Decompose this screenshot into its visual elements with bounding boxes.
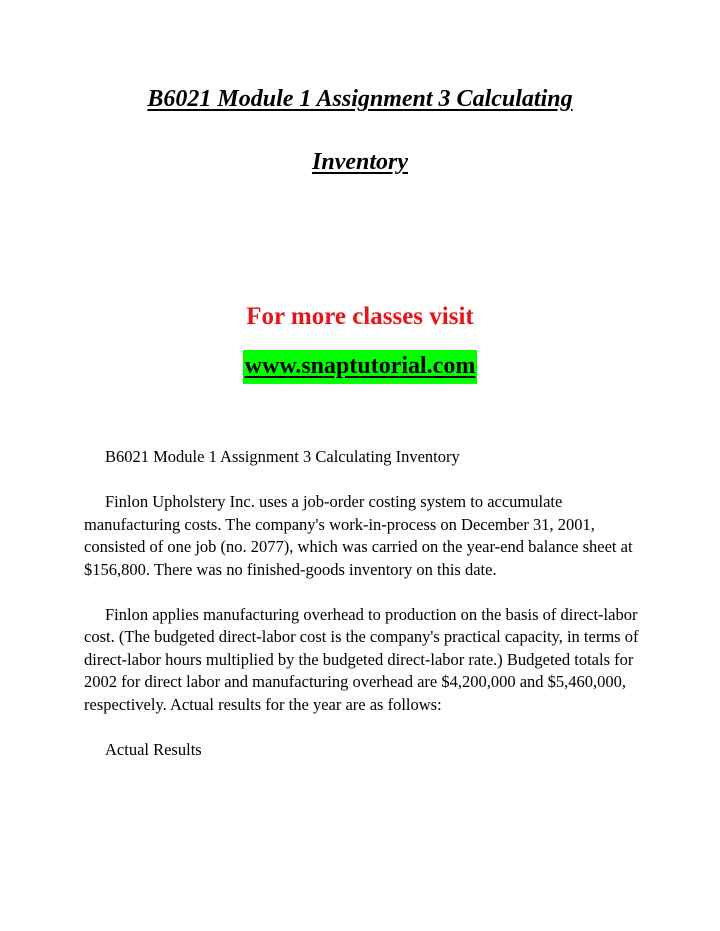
document-title-line-1: B6021 Module 1 Assignment 3 Calculating	[147, 86, 573, 112]
paragraph-actual-results: Actual Results	[105, 739, 202, 759]
promo-text: For more classes visit	[246, 303, 474, 330]
promo-link-container	[0, 350, 720, 384]
paragraph-company-background: Finlon Upholstery Inc. uses a job-order costing system to accumulate manufacturing costs. The company's work-in-process on December 31, 2001, consisted of one job (no. 2077), which was carried on the year-end balance sheet at $156,800. There was no finished-goods inventory on this date.	[84, 492, 633, 579]
promo-link[interactable]: www.snaptutorial.com	[243, 350, 478, 384]
paragraph-heading: B6021 Module 1 Assignment 3 Calculating Inventory	[105, 447, 460, 466]
document-body	[84, 446, 644, 784]
document-title-line-2: Inventory	[312, 149, 408, 175]
paragraph-overhead-application: Finlon applies manufacturing overhead to production on the basis of direct-labor cost. (The budgeted direct-labor cost is the company's practical capacity, in terms of direct-labor hours multiplied by the budgeted direct-labor rate.) Budgeted totals for 2002 for direct labor and manufacturing overhead are $4,200,000 and $5,460,000, respectively. Actual results for the year are as follows:	[84, 604, 639, 714]
